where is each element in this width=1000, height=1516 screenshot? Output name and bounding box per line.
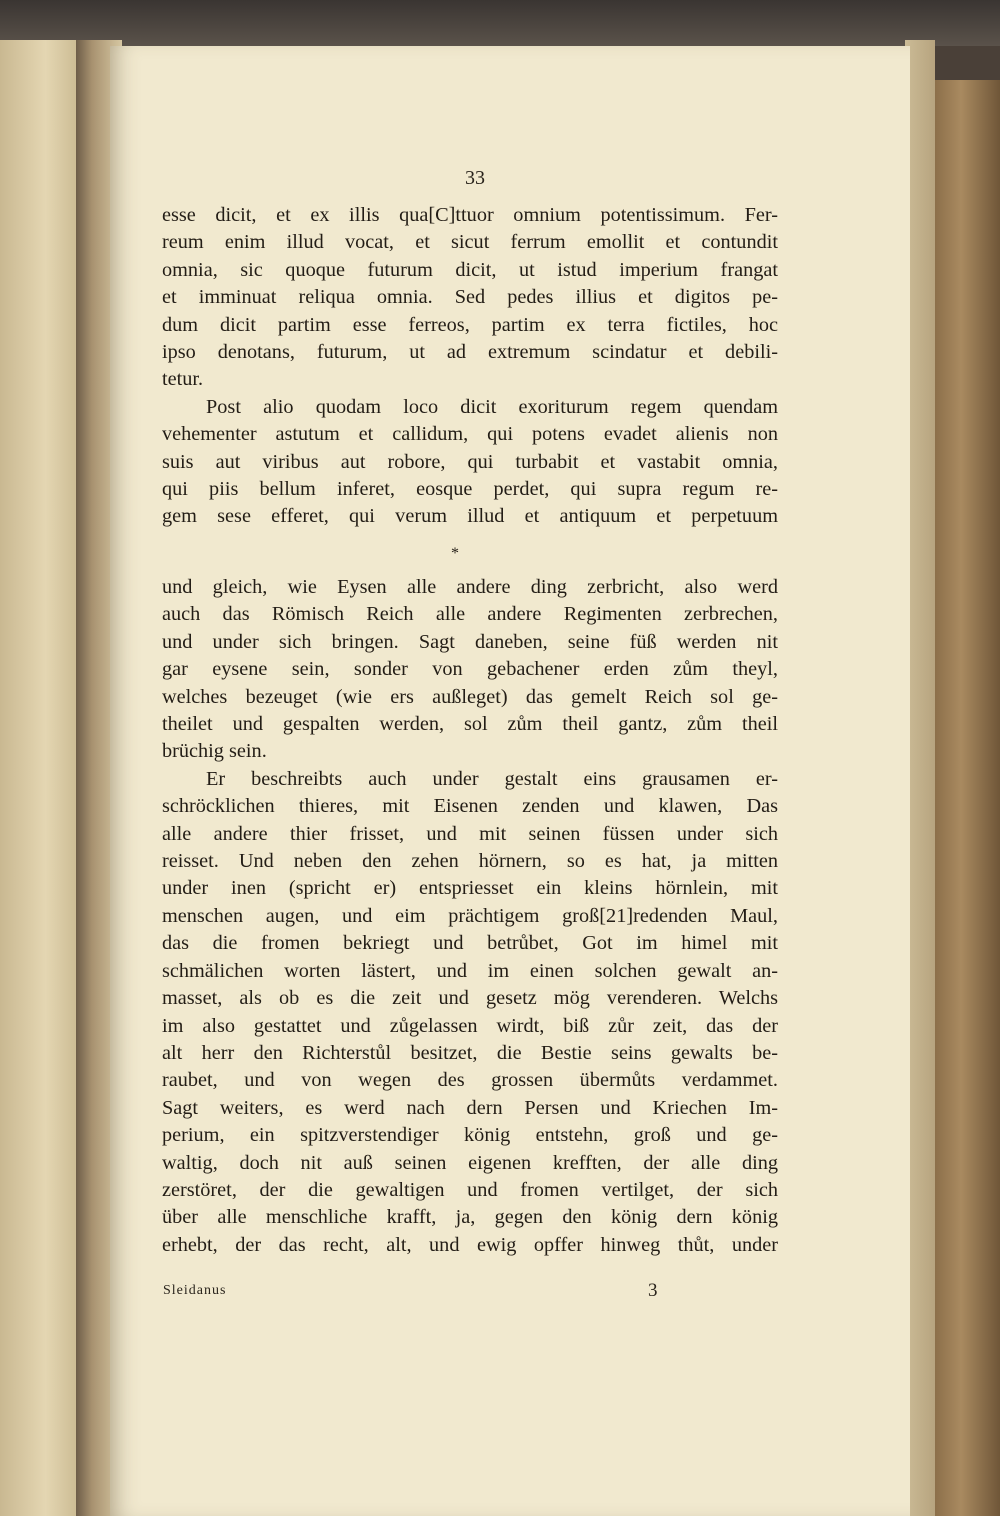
text-line: waltig, doch nit auß seinen eigenen krefften, der alle ding bbox=[162, 1151, 778, 1174]
text-line: gar eysene sein, sonder von gebachener erden zům theyl, bbox=[162, 658, 778, 681]
text-line: schröcklichen thieres, mit Eisenen zenden und klawen, Das bbox=[162, 795, 778, 818]
text-line: vehementer astutum et callidum, qui potens evadet alienis non bbox=[162, 423, 778, 446]
text-line: masset, als ob es die zeit und gesetz mög verenderen. Welchs bbox=[162, 987, 778, 1010]
text-line: und gleich, wie Eysen alle andere ding zerbricht, also werd bbox=[162, 576, 778, 598]
text-line: zerstöret, der die gewaltigen und fromen vertilget, der sich bbox=[162, 1178, 778, 1201]
text-line: im also gestattet und zůgelassen wirdt, biß zůr zeit, das der bbox=[162, 1014, 778, 1037]
text-line: raubet, und von wegen des grossen übermůts verdammet. bbox=[162, 1069, 778, 1092]
text-line: brüchig sein. bbox=[162, 740, 267, 763]
text-line: gem sese efferet, qui verum illud et antiquum et perpetuum bbox=[162, 505, 778, 528]
text-line: Sagt weiters, es werd nach dern Persen und Kriechen Im- bbox=[162, 1096, 778, 1119]
text-line: suis aut viribus aut robore, qui turbabit et vastabit omnia, bbox=[162, 450, 778, 473]
text-line: alt herr den Richterstůl besitzet, die Bestie seins gewalts be- bbox=[162, 1041, 778, 1064]
left-page-edge bbox=[0, 40, 76, 1516]
text-line: schmälichen worten lästert, und im einen solchen gewalt an- bbox=[162, 959, 778, 982]
text-line: über alle menschliche krafft, ja, gegen den könig dern könig bbox=[162, 1206, 778, 1229]
text-line: reum enim illud vocat, et sicut ferrum emollit et contundit bbox=[162, 231, 778, 254]
book-cover-right bbox=[935, 80, 1000, 1516]
text-line: erhebt, der das recht, alt, und ewig opffer hinweg thůt, under bbox=[162, 1233, 778, 1256]
text-line: Er beschreibts auch under gestalt eins grausamen er- bbox=[206, 767, 778, 790]
footnote-asterisk: * bbox=[451, 545, 459, 562]
text-line: welches bezeuget (wie ers außleget) das gemelt Reich sol ge- bbox=[162, 685, 778, 708]
latin-text-block bbox=[162, 202, 778, 531]
book-binding-top bbox=[0, 0, 1000, 46]
text-line: tetur. bbox=[162, 368, 204, 391]
text-line: perium, ein spitzverstendiger könig entstehn, groß und ge- bbox=[162, 1124, 778, 1147]
text-line: under inen (spricht er) entspriesset ein kleins hörnlein, mit bbox=[162, 877, 778, 900]
text-line: menschen augen, und eim prächtigem groß[21]redenden Maul, bbox=[162, 904, 778, 927]
text-line: qui piis bellum inferet, eosque perdet, qui supra regum re- bbox=[162, 478, 778, 501]
text-line: und under sich bringen. Sagt daneben, seine füß werden nit bbox=[162, 630, 778, 653]
text-line: dum dicit partim esse ferreos, partim ex terra fictiles, hoc bbox=[162, 313, 778, 336]
footer-sheet-number: 3 bbox=[648, 1280, 658, 1301]
text-line: das die fromen bekriegt und betrůbet, Got im himel mit bbox=[162, 932, 778, 955]
text-line: theilet und gespalten werden, sol zům theil gantz, zům theil bbox=[162, 713, 778, 736]
page-number: 33 bbox=[465, 167, 485, 189]
german-text-block bbox=[162, 574, 778, 1259]
text-line: auch das Römisch Reich alle andere Regimenten zerbrechen, bbox=[162, 603, 778, 626]
text-line: reisset. Und neben den zehen hörnern, so es hat, ja mitten bbox=[162, 850, 778, 873]
text-line: ipso denotans, futurum, ut ad extremum scindatur et debili- bbox=[162, 341, 778, 364]
text-line: et imminuat reliqua omnia. Sed pedes illius et digitos pe- bbox=[162, 286, 778, 309]
text-line: Post alio quodam loco dicit exoriturum regem quendam bbox=[206, 395, 778, 418]
text-line: omnia, sic quoque futurum dicit, ut istud imperium frangat bbox=[162, 258, 778, 281]
footer-signature: Sleidanus bbox=[163, 1283, 227, 1298]
text-line: alle andere thier frisset, und mit seinen füssen under sich bbox=[162, 822, 778, 845]
text-line: esse dicit, et ex illis qua[C]ttuor omnium potentissimum. Fer- bbox=[162, 204, 778, 226]
